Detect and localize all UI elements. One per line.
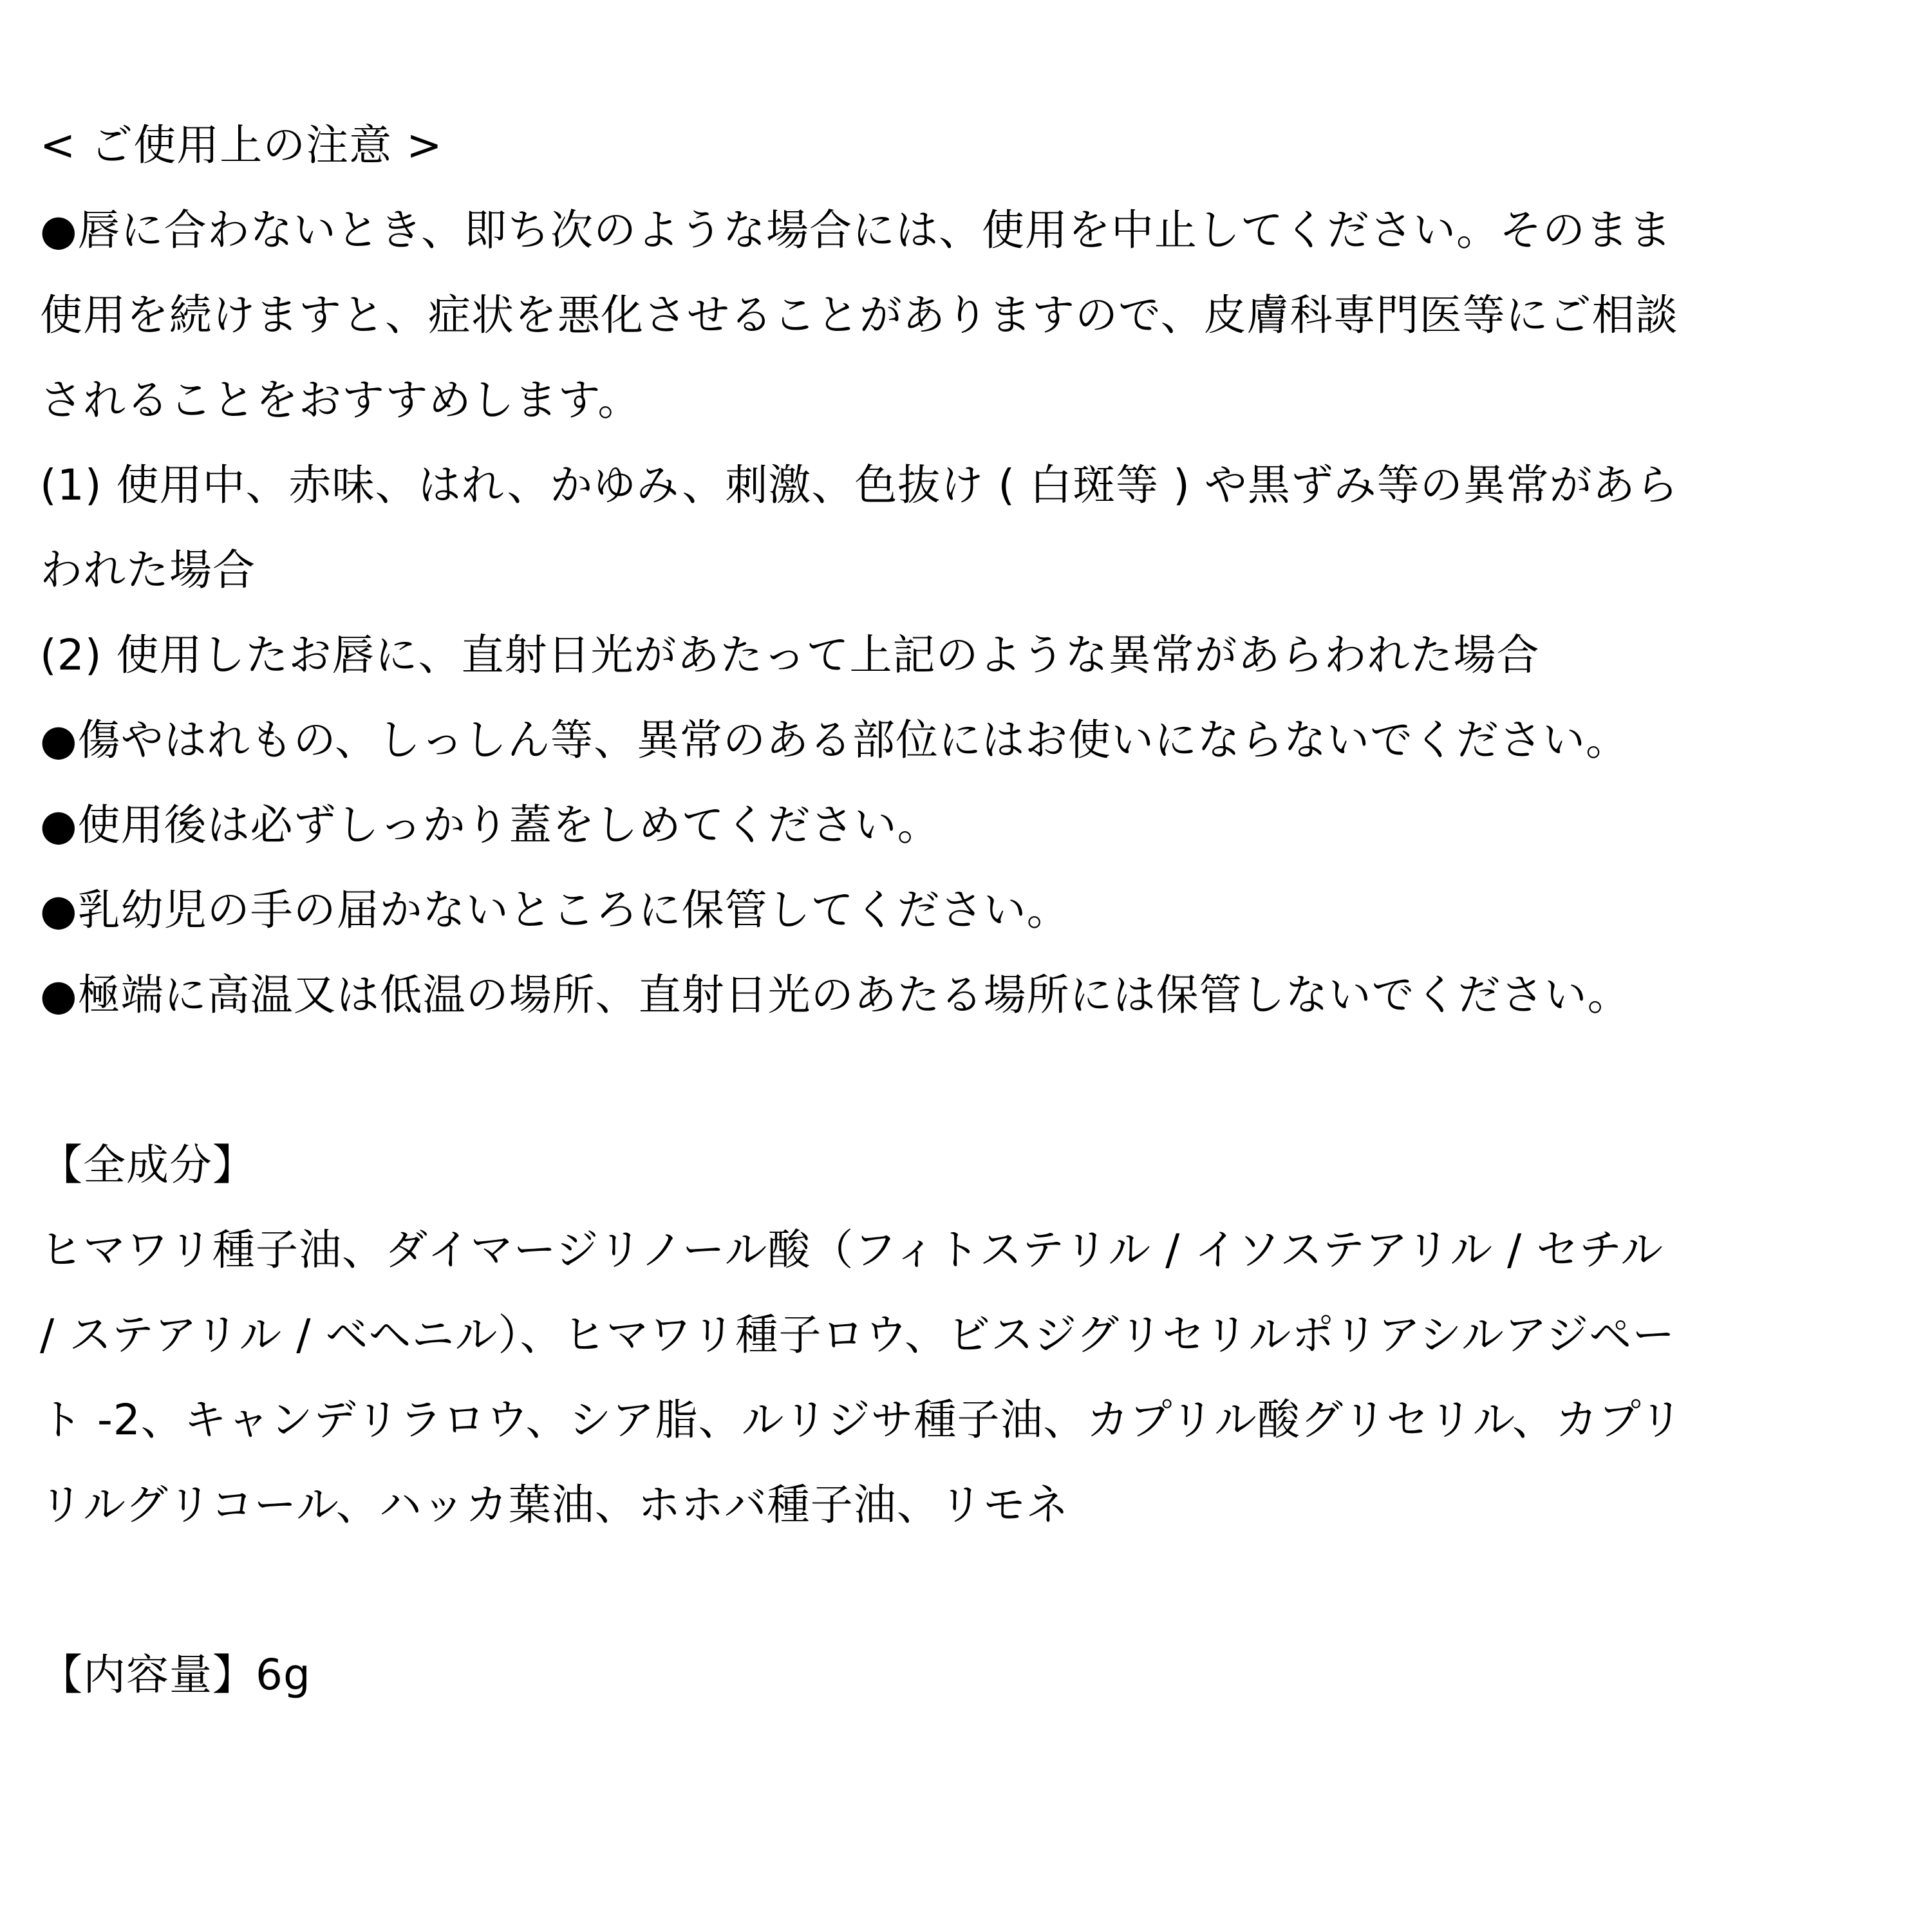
precaution-line: (2) 使用したお唇に、直射日光があたって上記のような異常があらわれた場合	[40, 630, 1540, 680]
precaution-line: ●乳幼児の手の届かないところに保管してください。	[40, 885, 1070, 935]
precaution-line: 使用を続けますと、症状を悪化させることがありますので、皮膚科専門医等にご相談	[40, 290, 1678, 340]
document-body	[40, 103, 1894, 1718]
precaution-line: ●極端に高温又は低温の場所、直射日光のあたる場所には保管しないでください。	[40, 970, 1631, 1020]
ingredients-line: ヒマワリ種子油、ダイマージリノール酸（フィトステリル / イソステアリル / セチル	[40, 1225, 1664, 1275]
spacer	[40, 1038, 1894, 1123]
spacer	[40, 1548, 1894, 1633]
ingredients-heading: 【全成分】	[40, 1140, 256, 1190]
precaution-line: (1) 使用中、赤味、はれ、かゆみ、刺激、色抜け ( 白斑等 ) や黒ずみ等の異常があら	[40, 460, 1679, 510]
ingredients-line: / ステアリル / ベヘニル）、ヒマワリ種子ロウ、ビスジグリセリルポリアシルアジペー	[40, 1310, 1676, 1360]
precaution-line: ●唇に合わないとき、即ち次のような場合には、使用を中止してください。そのまま	[40, 205, 1672, 255]
precaution-line: されることをおすすめします。	[40, 375, 641, 425]
precaution-line: われた場合	[40, 545, 256, 595]
precaution-line: ●使用後は必ずしっかり蓋をしめてください。	[40, 800, 941, 850]
content-amount: 【内容量】6g	[40, 1650, 311, 1700]
ingredients-line: ト -2、キャンデリラロウ、シア脂、ルリジサ種子油、カプリル酸グリセリル、カプリ	[40, 1395, 1683, 1445]
ingredients-line: リルグリコール、ハッカ葉油、ホホバ種子油、リモネ	[40, 1480, 1069, 1530]
precautions-heading: < ご使用上の注意 >	[40, 120, 443, 170]
precaution-line: ●傷やはれもの、しっしん等、異常のある部位にはお使いにならないでください。	[40, 715, 1629, 765]
